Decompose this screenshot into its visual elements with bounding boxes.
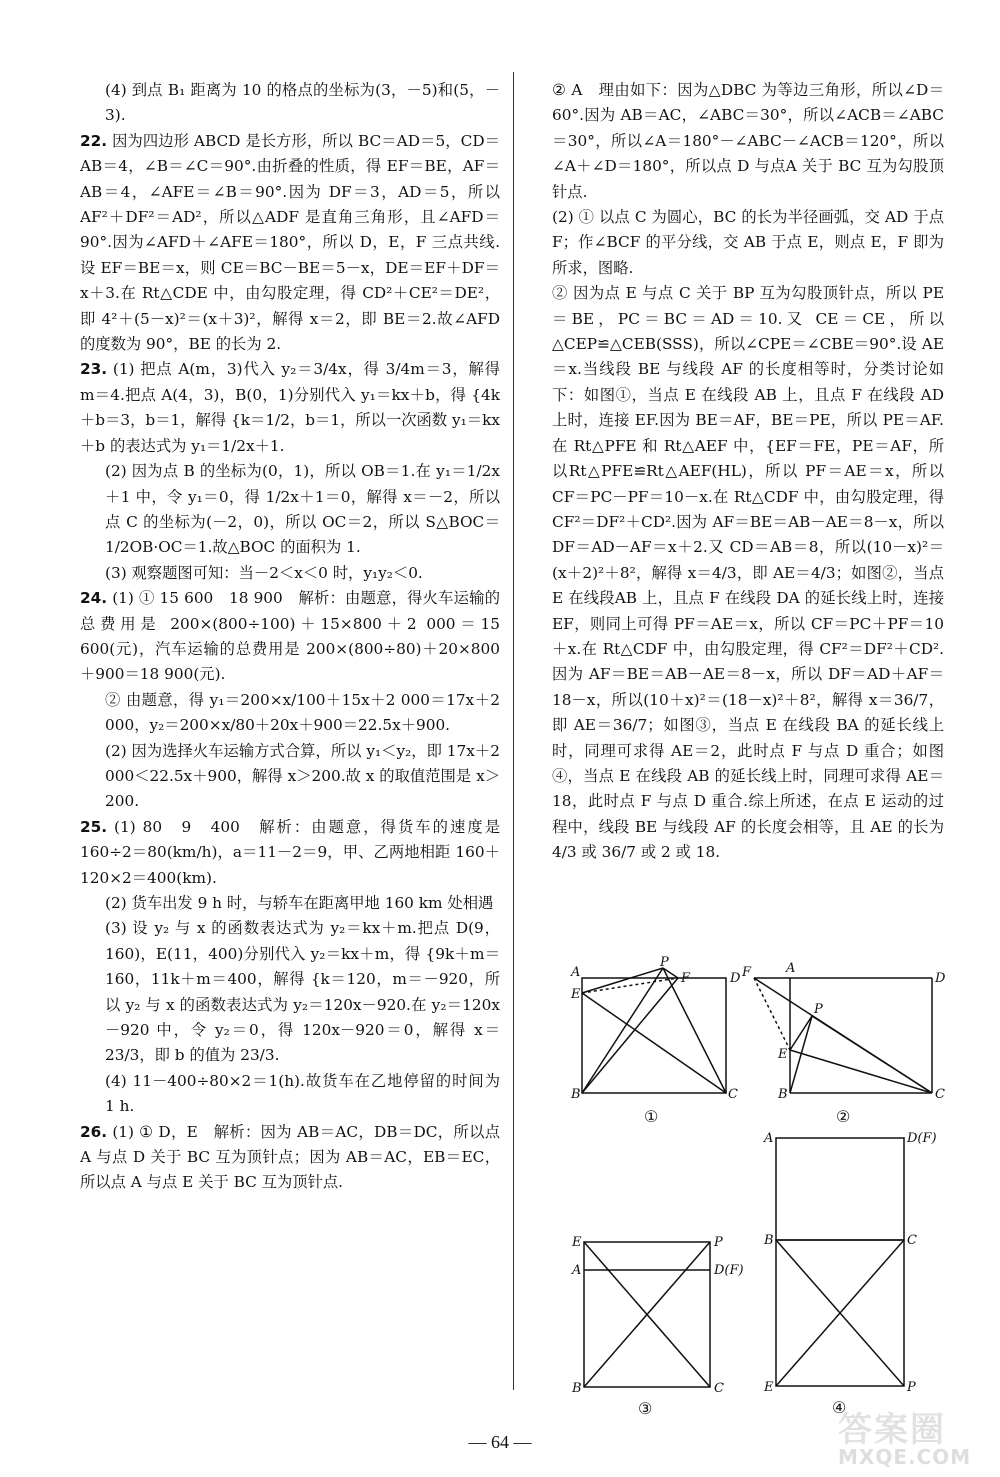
paragraph — [552, 205, 949, 281]
paragraph-text: (1) 80 9 400 解析：由题意，得货车的速度是 160÷2＝80(km/h)，a＝11－2＝9，甲、乙两地相距 160＋120×2＝400(km). — [80, 817, 505, 887]
figure-1-diagram — [568, 955, 748, 1128]
fig2-label-p: P — [814, 1002, 823, 1017]
paragraph — [80, 586, 505, 688]
fig2-caption: ② — [836, 1107, 851, 1126]
paragraph — [80, 459, 500, 561]
figure-4 — [760, 1128, 950, 1418]
paragraph — [80, 688, 505, 739]
paragraph — [80, 739, 505, 815]
fig1-caption: ① — [644, 1107, 659, 1126]
paragraph-text: (2) 货车出发 9 h 时，与轿车在距离甲地 160 km 处相遇 — [105, 894, 494, 912]
paragraph-text: (3) 观察题图可知：当－2＜x＜0 时，y₁y₂＜0. — [105, 563, 423, 582]
fig3-caption: ③ — [638, 1399, 653, 1418]
paragraph — [80, 1069, 505, 1120]
figure-1 — [568, 955, 748, 1128]
paragraph-text: 因为四边形 ABCD 是长方形，所以 BC＝AD＝5，CD＝AB＝4，∠B＝∠C＝90°.由折叠的性质，得 EF＝BE，AF＝AB＝4，∠AFE＝∠B＝90°.因为 DF＝3，AD＝5，所以 AF²＋DF²＝AD²，所以△ADF 是直角三角形，且∠AFD＝90°.因为∠AFD＋∠AFE＝180°，所以 D，E，F 三点共线.设 EF＝BE＝x，则 CE＝BC－BE＝5－x，DE＝EF＋DF＝x＋3.在 Rt△CDE 中，由勾股定理，得 CD²＋CE²＝DE²，即 4²＋(5－x)²＝(x＋3)²，解得 x＝2，即 BE＝2.故∠AFD 的度数为 90°，BE 的长为 2. — [80, 131, 505, 354]
paragraph — [80, 357, 505, 459]
figure-2-diagram — [740, 958, 950, 1128]
problem-number: 25. — [80, 817, 108, 836]
fig4-label-p: P — [907, 1380, 916, 1395]
left-column — [80, 78, 505, 1196]
figure-3-diagram — [568, 1228, 748, 1418]
paragraph-text: (1) ① D，E 解析：因为 AB＝AC，DB＝DC，所以点 A 与点 D 关于 BC 互为顶针点；因为 AB＝AC，EB＝EC，所以点 A 与点 E 关于 BC 互为顶针点. — [80, 1122, 505, 1192]
fig3-label-a: A — [572, 1263, 582, 1278]
right-column — [552, 78, 949, 866]
paragraph-text: (2) 因为选择火车运输方式合算，所以 y₁＜y₂，即 17x＋2 000＜22.5x＋900，解得 x＞200.故 x 的取值范围是 x＞200. — [105, 741, 505, 811]
paragraph-text: (3) 设 y₂ 与 x 的函数表达式为 y₂＝kx＋m.把点 D(9，160)，E(11，400)分别代入 y₂＝kx＋m，得 {9k＋m＝160，11k＋m＝400，解得 {k＝120，m＝－920，所以 y₂ 与 x 的函数表达式为 y₂＝120x－920.在 y₂＝120x－920 中，令 y₂＝0，得 120x－920＝0，解得 x＝23/3，即 b 的值为 23/3. — [105, 919, 500, 1065]
problem-number: 26. — [80, 1122, 108, 1141]
paragraph — [80, 891, 500, 916]
problem-number: 24. — [80, 589, 108, 608]
paragraph — [80, 916, 500, 1068]
paragraph-text: ② 由题意，得 y₁＝200×x/100＋15x＋2 000＝17x＋2 000，y₂＝200×x/80＋20x＋900＝22.5x＋900. — [105, 690, 505, 735]
fig3-label-c: C — [714, 1381, 724, 1396]
watermark-logo — [838, 1402, 988, 1472]
fig4-caption: ④ — [832, 1398, 847, 1417]
problem-number: 22. — [80, 131, 108, 150]
figure-4-diagram — [760, 1128, 950, 1418]
watermark-line-1: 答案圈 — [838, 1410, 946, 1450]
paragraph-text: (4) 到点 B₁ 距离为 10 的格点的坐标为(3，－5)和(5，－3). — [105, 81, 500, 125]
fig2-label-c: C — [935, 1087, 945, 1102]
fig3-label-p: P — [714, 1235, 723, 1250]
fig2-label-b: B — [778, 1087, 788, 1102]
fig1-label-c: C — [728, 1087, 738, 1102]
fig3-label-b: B — [572, 1381, 582, 1396]
paragraph — [552, 78, 944, 205]
figure-3 — [568, 1228, 748, 1418]
column-divider — [513, 72, 514, 1390]
paragraph — [80, 1120, 505, 1196]
fig4-label-a: A — [764, 1131, 774, 1146]
paragraph-text: (1) 把点 A(m，3)代入 y₂＝3/4x，得 3/4m＝3，解得 m＝4.把点 A(4，3)，B(0，1)分别代入 y₁＝kx＋b，得 {4k＋b＝3，b＝1，解得 {k＝1/2，b＝1，所以一次函数 y₁＝kx＋b 的表达式为 y₁＝1/2x＋1. — [80, 360, 505, 455]
paragraph-text: ② 因为点 E 与点 C 关于 BP 互为勾股顶针点，所以 PE＝BE，PC＝BC＝AD＝10.又 CE＝CE，所以△CEP≌△CEB(SSS)，所以∠CPE＝∠CBE＝90°.设 AE＝x.当线段 BE 与线段 AF 的长度相等时，分类讨论如下：如图①，当点 E 在线段 AB 上，且点 F 在线段 AD 上时，连接 EF.因为 BE＝AF，BE＝PE，所以 PE＝AF.在 Rt△PFE 和 Rt△AEF 中，{EF＝FE，PE＝AF，所以Rt△PFE≌Rt△AEF(HL)，所以 PF＝AE＝x，所以 CF＝PC－PF＝10－x.在 Rt△CDF 中，由勾股定理，得 CF²＝DF²＋CD².因为 AF＝BE＝AB－AE＝8－x，所以 DF＝AD－AF＝x＋2.又 CD＝AB＝8，所以(10－x)²＝(x＋2)²＋8²，解得 x＝4/3，即 AE＝4/3；如图②，当点 E 在线段AB 上，且点 F 在线段 DA 的延长线上时，连接 EF，则同上可得 PF＝AE＝x，所以 CF＝PC＋PF＝10＋x.在 Rt△CDF 中，由勾股定理，得 CF²＝DF²＋CD².因为 AF＝BE＝AB－AE＝8－x，所以 DF＝AD＋AF＝18－x，所以(10＋x)²＝(18－x)²＋8²，解得 x＝36/7，即 AE＝36/7；如图③，当点 E 在线段 BA 的延长线上时，同理可求得 AE＝2，此时点 F 与点 D 重合；如图④，当点 E 在线段 AB 的延长线上时，同理可求得 AE＝18，此时点 F 与点 D 重合.综上所述，在点 E 运动的过程中，线段 BE 与线段 AF 的长度会相等，且 AE 的长为 4/3 或 36/7 或 2 或 18. — [552, 284, 949, 862]
paragraph — [80, 561, 500, 586]
paragraph — [80, 78, 500, 129]
fig1-label-e: E — [571, 987, 581, 1002]
fig1-label-f: F — [681, 971, 691, 986]
page-number: — 64 — — [468, 1432, 532, 1452]
fig1-label-p: P — [660, 955, 669, 970]
paragraph — [552, 281, 949, 865]
fig3-label-df: D(F) — [714, 1263, 744, 1278]
paragraph-text: (2) 因为点 B 的坐标为(0，1)，所以 OB＝1.在 y₁＝1/2x＋1 中，令 y₁＝0，得 1/2x＋1＝0，解得 x＝－2，所以点 C 的坐标为(－2，0)，所以 OC＝2，所以 S△BOC＝1/2OB·OC＝1.故△BOC 的面积为 1. — [105, 462, 500, 557]
fig3-label-e: E — [572, 1235, 582, 1250]
fig2-label-a: A — [786, 961, 796, 976]
fig1-label-a: A — [571, 965, 581, 980]
figure-2 — [740, 958, 950, 1128]
problem-number: 23. — [80, 360, 108, 379]
watermark-line-2: MXQE.COM — [838, 1445, 972, 1469]
fig1-label-b: B — [571, 1087, 581, 1102]
fig2-label-e: E — [778, 1047, 788, 1062]
fig4-label-b: B — [764, 1233, 774, 1248]
paragraph — [80, 815, 505, 891]
paragraph-text: ② A 理由如下：因为△DBC 为等边三角形，所以∠D＝60°.因为 AB＝AC，∠ABC＝30°，所以∠ACB＝∠ABC＝30°，所以∠A＝180°－∠ABC－∠ACB＝120°，所以∠A＋∠D＝180°，所以点 D 与点A 关于 BC 互为勾股顶针点. — [552, 81, 944, 201]
fig4-label-e: E — [764, 1380, 774, 1395]
paragraph-text: (1) ① 15 600 18 900 解析：由题意，得火车运输的总费用是 200×(800÷100)＋15×800＋2 000＝15 600(元)，汽车运输的总费用是 200×(800÷80)＋20×800＋900＝18 900(元). — [80, 589, 505, 684]
fig2-label-d: D — [935, 971, 946, 986]
fig1-label-d: D — [730, 971, 741, 986]
fig4-label-df: D(F) — [907, 1131, 937, 1146]
fig4-label-c: C — [907, 1233, 917, 1248]
fig2-label-f: F — [742, 965, 752, 980]
paragraph — [80, 129, 505, 358]
paragraph-text: (4) 11－400÷80×2＝1(h).故货车在乙地停留的时间为 1 h. — [105, 1071, 505, 1116]
paragraph-text: (2) ① 以点 C 为圆心，BC 的长为半径画弧，交 AD 于点 F；作∠BCF 的平分线，交 AB 于点 E，则点 E，F 即为所求，图略. — [552, 208, 949, 277]
